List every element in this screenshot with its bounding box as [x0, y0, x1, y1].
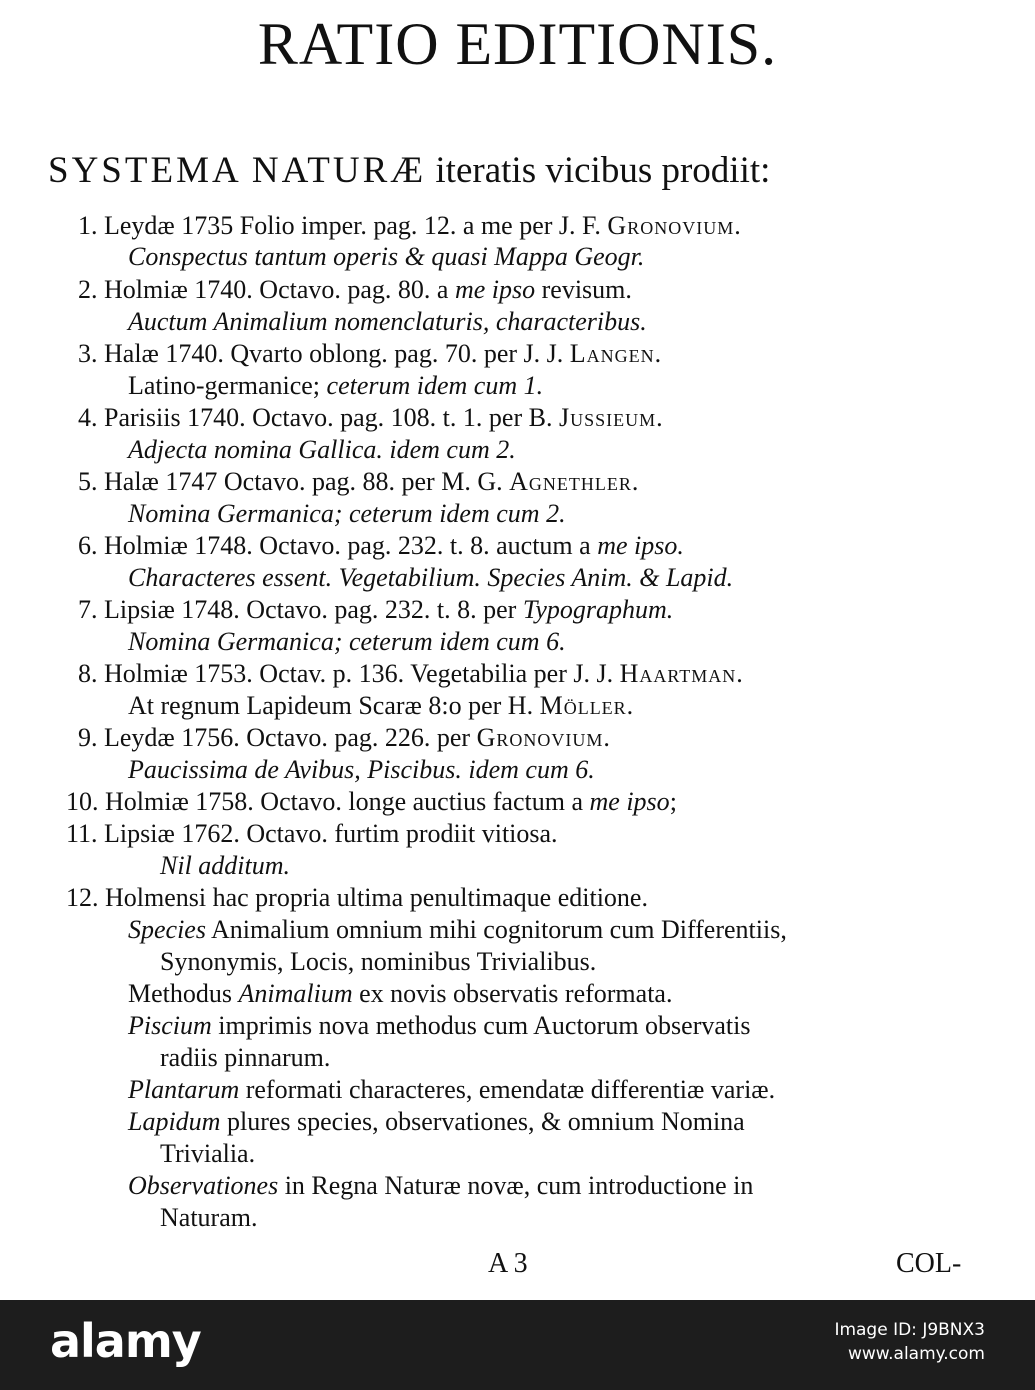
page-title: RATIO EDITIONIS.	[257, 11, 778, 77]
entry-text: Holmensi hac propria ultima penultimaque editione.	[105, 883, 648, 912]
entry-tail: revisum.	[535, 275, 632, 304]
detail-text: imprimis nova methodus cum Auctorum observatis	[211, 1011, 751, 1040]
entry-5-line-1	[78, 466, 639, 498]
detail-text: reformati characteres, emendatæ differentiæ variæ.	[239, 1075, 776, 1104]
entry-12-detail	[128, 1106, 745, 1138]
entry-name: Gronovium.	[607, 211, 742, 240]
entry-number: 10.	[66, 787, 99, 816]
entry-number: 4.	[78, 403, 98, 432]
entry-2-line-1	[78, 274, 632, 306]
watermark-info	[834, 1318, 985, 1366]
entry-12-detail: Synonymis, Locis, nominibus Trivialibus.	[160, 947, 597, 976]
entry-text: Lipsiæ 1748. Octavo. pag. 232. t. 8. per	[104, 595, 523, 624]
entry-3-line-1	[78, 338, 662, 370]
entry-number: 11.	[66, 819, 98, 848]
entry-11-line-2: Nil additum.	[160, 851, 291, 880]
entry-text: Holmiæ 1753. Octav. p. 136. Vegetabilia per J. J.	[104, 659, 620, 688]
heading-caps: SYSTEMA NATURÆ	[48, 150, 427, 191]
detail-text: plures species, observationes, & omnium Nomina	[220, 1107, 745, 1136]
catchword: COL-	[896, 1248, 962, 1279]
entry-12-detail: radiis pinnarum.	[160, 1043, 331, 1072]
entry-3-line-2	[128, 370, 543, 402]
entry-italic: me ipso.	[597, 531, 684, 560]
entry-text: Halæ 1747 Octavo. pag. 88. per M. G.	[104, 467, 510, 496]
entry-6-line-2: Characteres essent. Vegetabilium. Species Anim. & Lapid.	[128, 563, 734, 592]
detail-italic: Animalium	[238, 979, 353, 1008]
entry-12-detail	[128, 1010, 750, 1042]
site-url: www.alamy.com	[847, 1344, 985, 1364]
entry-text: Holmiæ 1758. Octavo. longe auctius factum a	[105, 787, 590, 816]
entry-number: 7.	[78, 595, 98, 624]
entry-1-line-1	[78, 210, 742, 242]
alamy-logo: alamy	[50, 1314, 201, 1368]
entry-1-line-2: Conspectus tantum operis & quasi Mappa Geogr.	[128, 242, 645, 271]
entry-8-line-2	[128, 690, 634, 722]
entry-12-detail	[128, 914, 787, 946]
entry-name: Gronovium.	[476, 723, 611, 752]
entry-text: Holmiæ 1740. Octavo. pag. 80. a	[104, 275, 455, 304]
entry-text: At regnum Lapideum Scaræ 8:o per H.	[128, 691, 540, 720]
entry-name: Jussieum.	[558, 403, 664, 432]
entry-number: 5.	[78, 467, 98, 496]
entry-tail: ;	[669, 787, 677, 816]
watermark-banner	[0, 1300, 1035, 1390]
entry-11-line-1	[66, 818, 558, 850]
detail-italic: Species	[128, 915, 206, 944]
image-id: Image ID: J9BNX3	[834, 1320, 985, 1340]
detail-text: Animalium omnium mihi cognitorum cum Differentiis,	[205, 915, 787, 944]
entry-4-line-1	[78, 402, 664, 434]
detail-text: Methodus	[128, 979, 239, 1008]
heading-rest: iteratis vicibus prodiit:	[435, 150, 771, 191]
entry-number: 12.	[66, 883, 99, 912]
entry-12-detail	[128, 1170, 753, 1202]
entry-text: Latino-germanice;	[128, 371, 327, 400]
entry-italic: Typographum.	[522, 595, 674, 624]
entry-12-detail	[128, 1074, 775, 1106]
entry-name: Agnethler.	[509, 467, 640, 496]
entry-text: Halæ 1740. Qvarto oblong. pag. 70. per J. J.	[104, 339, 570, 368]
entry-12-detail: Naturam.	[160, 1203, 258, 1232]
entry-number: 1.	[78, 211, 98, 240]
entry-number: 9.	[78, 723, 98, 752]
entry-7-line-2: Nomina Germanica; ceterum idem cum 6.	[128, 627, 566, 656]
entry-number: 6.	[78, 531, 98, 560]
entry-number: 3.	[78, 339, 98, 368]
entry-12-detail: Trivialia.	[160, 1139, 256, 1168]
entry-9-line-2: Paucissima de Avibus, Piscibus. idem cum 6.	[128, 755, 595, 784]
entry-2-line-2: Auctum Animalium nomenclaturis, characteribus.	[128, 307, 647, 336]
entry-text: Leydæ 1756. Octavo. pag. 226. per	[104, 723, 477, 752]
entry-6-line-1	[78, 530, 684, 562]
entry-text: Leydæ 1735 Folio imper. pag. 12. a me per J. F.	[104, 211, 608, 240]
detail-italic: Plantarum	[128, 1075, 240, 1104]
entry-italic: me ipso	[589, 787, 670, 816]
detail-italic: Piscium	[128, 1011, 212, 1040]
entry-number: 2.	[78, 275, 98, 304]
entry-8-line-1	[78, 658, 744, 690]
signature-mark: A 3	[488, 1248, 528, 1279]
entry-12-detail	[128, 978, 672, 1010]
detail-italic: Lapidum	[128, 1107, 221, 1136]
entry-7-line-1	[78, 594, 673, 626]
entry-text: Parisiis 1740. Octavo. pag. 108. t. 1. per B.	[104, 403, 559, 432]
detail-tail: ex novis observatis reformata.	[352, 979, 673, 1008]
entry-name: Langen.	[569, 339, 663, 368]
entry-12-line-1	[66, 882, 648, 914]
entry-name: Haartman.	[619, 659, 744, 688]
entry-name: Möller.	[539, 691, 635, 720]
entry-4-line-2: Adjecta nomina Gallica. idem cum 2.	[128, 435, 516, 464]
entry-text: Lipsiæ 1762. Octavo. furtim prodiit vitiosa.	[104, 819, 558, 848]
entry-number: 8.	[78, 659, 98, 688]
entry-5-line-2: Nomina Germanica; ceterum idem cum 2.	[128, 499, 566, 528]
entry-10-line-1	[66, 786, 677, 818]
detail-text: in Regna Naturæ novæ, cum introductione in	[278, 1171, 754, 1200]
entry-9-line-1	[78, 722, 611, 754]
entry-italic: ceterum idem cum 1.	[326, 371, 544, 400]
entry-italic: me ipso	[454, 275, 536, 304]
section-heading	[48, 146, 770, 196]
detail-italic: Observationes	[128, 1171, 279, 1200]
entry-text: Holmiæ 1748. Octavo. pag. 232. t. 8. auctum a	[104, 531, 598, 560]
